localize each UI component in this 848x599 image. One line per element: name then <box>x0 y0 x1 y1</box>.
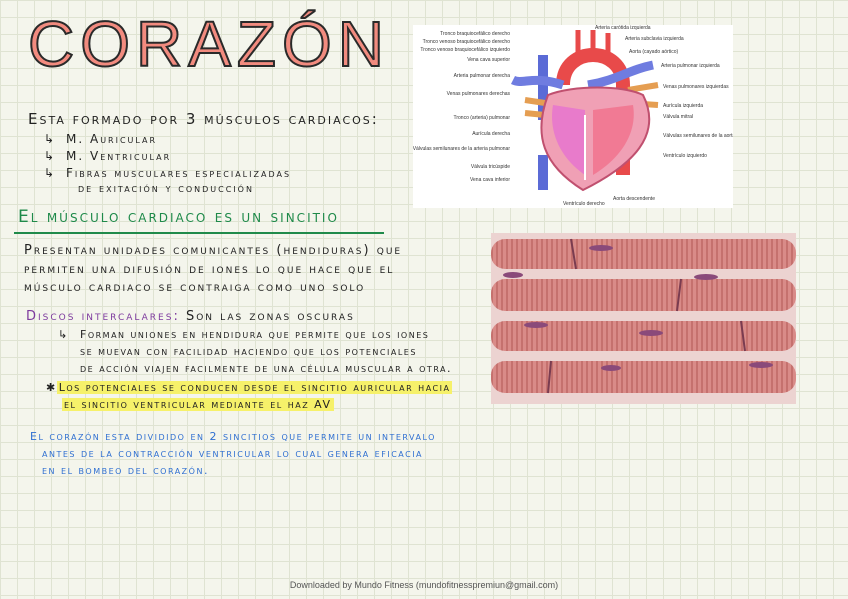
heart-label: Arteria carótida izquierda <box>595 25 651 31</box>
intro-item: ↳ M. Auricular <box>44 132 158 146</box>
heart-label: Tronco (arteria) pulmonar <box>453 115 510 121</box>
heart-label: Venas pulmonares izquierdas <box>663 84 729 90</box>
heart-label: Ventrículo izquierdo <box>663 153 707 159</box>
blue-note-line: El corazón esta dividido en 2 sincitios que permite un intervalo <box>30 430 436 443</box>
heart-label: Válvulas semilunares de la arteria pulmonar <box>413 146 510 152</box>
heart-label: Venas pulmonares derechas <box>446 91 510 97</box>
muscle-fibers-svg <box>491 233 796 404</box>
download-footer: Downloaded by Mundo Fitness (mundofitnesspremiun@gmail.com) <box>289 580 559 590</box>
heart-label: Aurícula izquierda <box>663 103 704 109</box>
heart-diagram <box>413 25 733 208</box>
heart-label: Aurícula derecha <box>472 131 510 137</box>
paragraph-line: músculo cardiaco se contraiga como uno solo <box>24 280 366 295</box>
heart-label: Tronco venoso braquiocefálico derecho <box>422 39 510 45</box>
heart-label: Vena cava inferior <box>469 177 510 183</box>
heart-label: Arteria pulmonar derecha <box>453 73 510 79</box>
section-heading: El músculo cardiaco es un sincitio <box>18 207 339 227</box>
blue-note-line: en el bombeo del corazón. <box>42 464 209 477</box>
intro-lead: Esta formado por 3 músculos cardiacos: <box>28 110 379 128</box>
paragraph-line: Presentan unidades comunicantes (hendiduras) que <box>24 243 403 258</box>
heart-label: Tronco braquiocefálico derecho <box>440 31 510 37</box>
heart-label: Vena cava superior <box>467 57 510 63</box>
heart-illustration <box>413 25 733 208</box>
discos-rest: Son las zonas oscuras <box>185 309 355 324</box>
heart-label: Ventrículo derecho <box>563 201 605 207</box>
intro-item: ↳ Fibras musculares especializadas <box>44 166 292 180</box>
page-title: CORAZÓN <box>28 8 390 80</box>
heart-label: Válvula tricúspide <box>470 164 510 170</box>
discos-term: Discos intercalares: <box>26 309 180 324</box>
heart-label: Válvula mitral <box>663 114 694 120</box>
heart-label: Aorta descendente <box>613 196 655 202</box>
section-underline <box>14 232 384 234</box>
heart-label: Válvulas semilunares de la aorta <box>663 133 733 139</box>
heart-label: Arteria subclavia izquierda <box>625 36 684 42</box>
intro-item: ↳ M. Ventricular <box>44 149 172 163</box>
heart-label: Aorta (cayado aórtico) <box>629 49 679 55</box>
cardiac-muscle-illustration <box>491 233 796 404</box>
discos-line <box>26 309 355 324</box>
discos-detail: ↳ Forman uniones en hendidura que permite que los iones <box>58 328 430 341</box>
note-line: el sincitio ventricular mediante el haz AV <box>64 398 332 411</box>
discos-detail: se muevan con facilidad haciendo que los potenciales <box>80 345 417 358</box>
blue-note-line: antes de la contracción ventricular lo cual genera eficacia <box>42 447 424 460</box>
discos-detail: de acción viajen facilmente de una célula muscular a otra. <box>80 362 453 375</box>
heart-label: Arteria pulmonar izquierda <box>661 63 720 69</box>
paragraph-line: permiten una difusión de iones lo que hace que el <box>24 262 395 277</box>
note-line: ✱ Los potenciales se conducen desde el sincitio auricular hacia <box>46 381 451 394</box>
heart-label: Tronco venoso braquiocefálico izquierdo <box>420 47 510 53</box>
intro-item: de exitación y conducción <box>78 181 254 195</box>
